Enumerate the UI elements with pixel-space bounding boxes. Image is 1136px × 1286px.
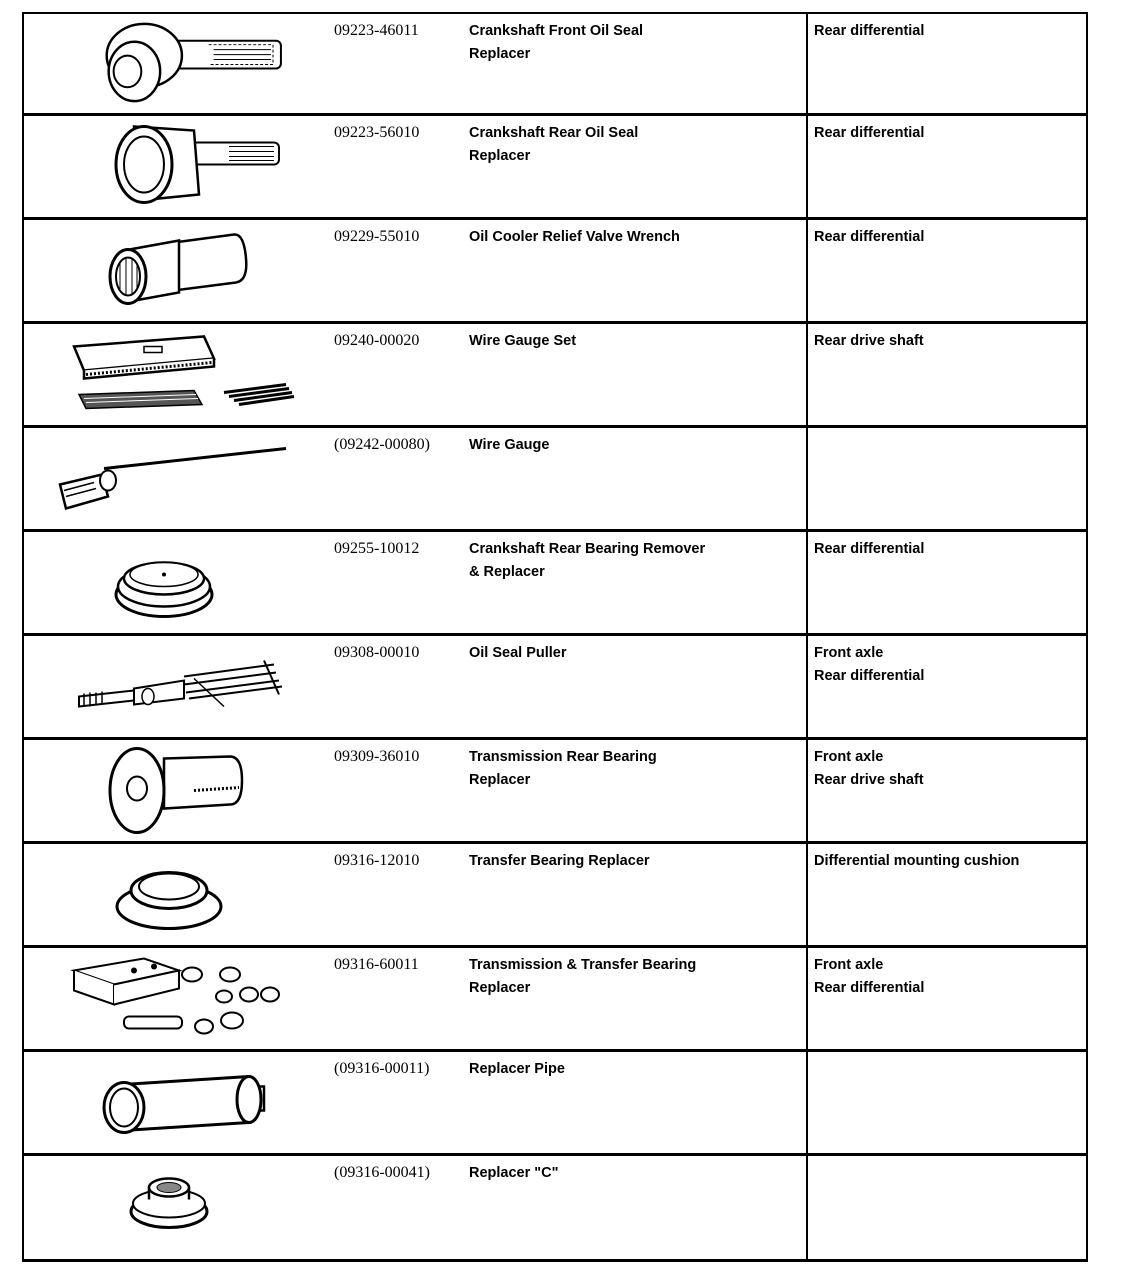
tool-usage-line: Differential mounting cushion <box>814 853 1020 869</box>
part-number: 09223-56010 <box>334 124 420 141</box>
rear-bearing-replacer-icon <box>24 740 324 841</box>
tool-usage-line: Rear differential <box>814 125 925 141</box>
tool-usage <box>806 324 1088 425</box>
tool-name <box>469 20 799 66</box>
tool-row <box>24 324 1086 428</box>
part-number: 09255-10012 <box>334 540 420 557</box>
part-number: 09223-46011 <box>334 22 419 39</box>
special-tools-table <box>22 12 1088 1262</box>
tool-name-line: Wire Gauge <box>469 437 550 453</box>
replacer-pipe-icon <box>24 1052 324 1153</box>
tool-name <box>469 226 799 249</box>
part-number: (09316-00041) <box>334 1164 430 1181</box>
wire-gauge-icon <box>24 428 324 529</box>
tool-usage <box>806 948 1088 1049</box>
part-number: 09240-00020 <box>334 332 420 349</box>
tool-name <box>469 642 799 665</box>
wire-gauge-set-icon <box>24 324 324 425</box>
tool-usage-line: Front axle <box>814 645 884 661</box>
tool-name <box>469 850 799 873</box>
tool-usage <box>806 636 1088 737</box>
tool-name-line: Crankshaft Rear Oil Seal <box>469 125 639 141</box>
tool-name-line: Replacer "C" <box>469 1165 559 1181</box>
tool-row <box>24 844 1086 948</box>
tool-usage <box>806 220 1088 321</box>
oil-seal-puller-icon <box>24 636 324 737</box>
relief-valve-wrench-icon <box>24 220 324 321</box>
part-number: 09229-55010 <box>334 228 420 245</box>
part-number: 09316-12010 <box>334 852 420 869</box>
bearing-replacer-set-icon <box>24 948 324 1049</box>
part-number: 09309-36010 <box>334 748 420 765</box>
tool-usage-line: Rear drive shaft <box>814 772 924 788</box>
tool-usage <box>806 532 1088 633</box>
tool-row <box>24 220 1086 324</box>
tool-row <box>24 428 1086 532</box>
tool-name <box>469 1058 799 1081</box>
tool-row <box>24 636 1086 740</box>
tool-name-line: Replacer Pipe <box>469 1061 565 1077</box>
tool-usage <box>806 740 1088 841</box>
tool-name-line: Transmission Rear Bearing <box>469 749 657 765</box>
tool-usage-line: Front axle <box>814 749 884 765</box>
rear-oil-seal-replacer-icon <box>24 116 324 217</box>
tool-name-line: Replacer <box>469 46 531 62</box>
tool-name-line: Replacer <box>469 980 531 996</box>
tool-usage <box>806 428 1088 529</box>
tool-name-line: Oil Seal Puller <box>469 645 567 661</box>
tool-row <box>24 14 1086 116</box>
transfer-bearing-replacer-icon <box>24 844 324 945</box>
tool-row <box>24 1052 1086 1156</box>
tool-name-line: & Replacer <box>469 564 545 580</box>
tool-name-line: Transfer Bearing Replacer <box>469 853 650 869</box>
tool-usage-line: Front axle <box>814 957 884 973</box>
tool-usage <box>806 116 1088 217</box>
part-number: (09316-00011) <box>334 1060 430 1077</box>
tool-usage-line: Rear differential <box>814 229 925 245</box>
tool-row <box>24 116 1086 220</box>
tool-row <box>24 740 1086 844</box>
tool-usage-line: Rear drive shaft <box>814 333 924 349</box>
tool-name <box>469 1162 799 1185</box>
tool-name <box>469 954 799 1000</box>
tool-name-line: Replacer <box>469 772 531 788</box>
tool-usage-line: Rear differential <box>814 668 925 684</box>
replacer-c-icon <box>24 1156 324 1259</box>
tool-name-line: Transmission & Transfer Bearing <box>469 957 697 973</box>
tool-usage-line: Rear differential <box>814 980 925 996</box>
tool-name <box>469 746 799 792</box>
tool-name-line: Oil Cooler Relief Valve Wrench <box>469 229 680 245</box>
front-oil-seal-replacer-icon <box>24 14 324 113</box>
tool-usage <box>806 1156 1088 1259</box>
tool-name <box>469 330 799 353</box>
tool-row <box>24 1156 1086 1262</box>
part-number: 09316-60011 <box>334 956 419 973</box>
tool-name <box>469 122 799 168</box>
tool-name <box>469 538 799 584</box>
tool-name-line: Wire Gauge Set <box>469 333 577 349</box>
tool-row <box>24 532 1086 636</box>
tool-usage-line: Rear differential <box>814 23 925 39</box>
tool-usage <box>806 1052 1088 1153</box>
tool-name <box>469 434 799 457</box>
tool-name-line: Crankshaft Rear Bearing Remover <box>469 541 706 557</box>
part-number: 09308-00010 <box>334 644 420 661</box>
tool-usage-line: Rear differential <box>814 541 925 557</box>
tool-name-line: Replacer <box>469 148 531 164</box>
tool-usage <box>806 844 1088 945</box>
tool-name-line: Crankshaft Front Oil Seal <box>469 23 644 39</box>
part-number: (09242-00080) <box>334 436 430 453</box>
bearing-remover-icon <box>24 532 324 633</box>
tool-row <box>24 948 1086 1052</box>
tool-usage <box>806 14 1088 113</box>
